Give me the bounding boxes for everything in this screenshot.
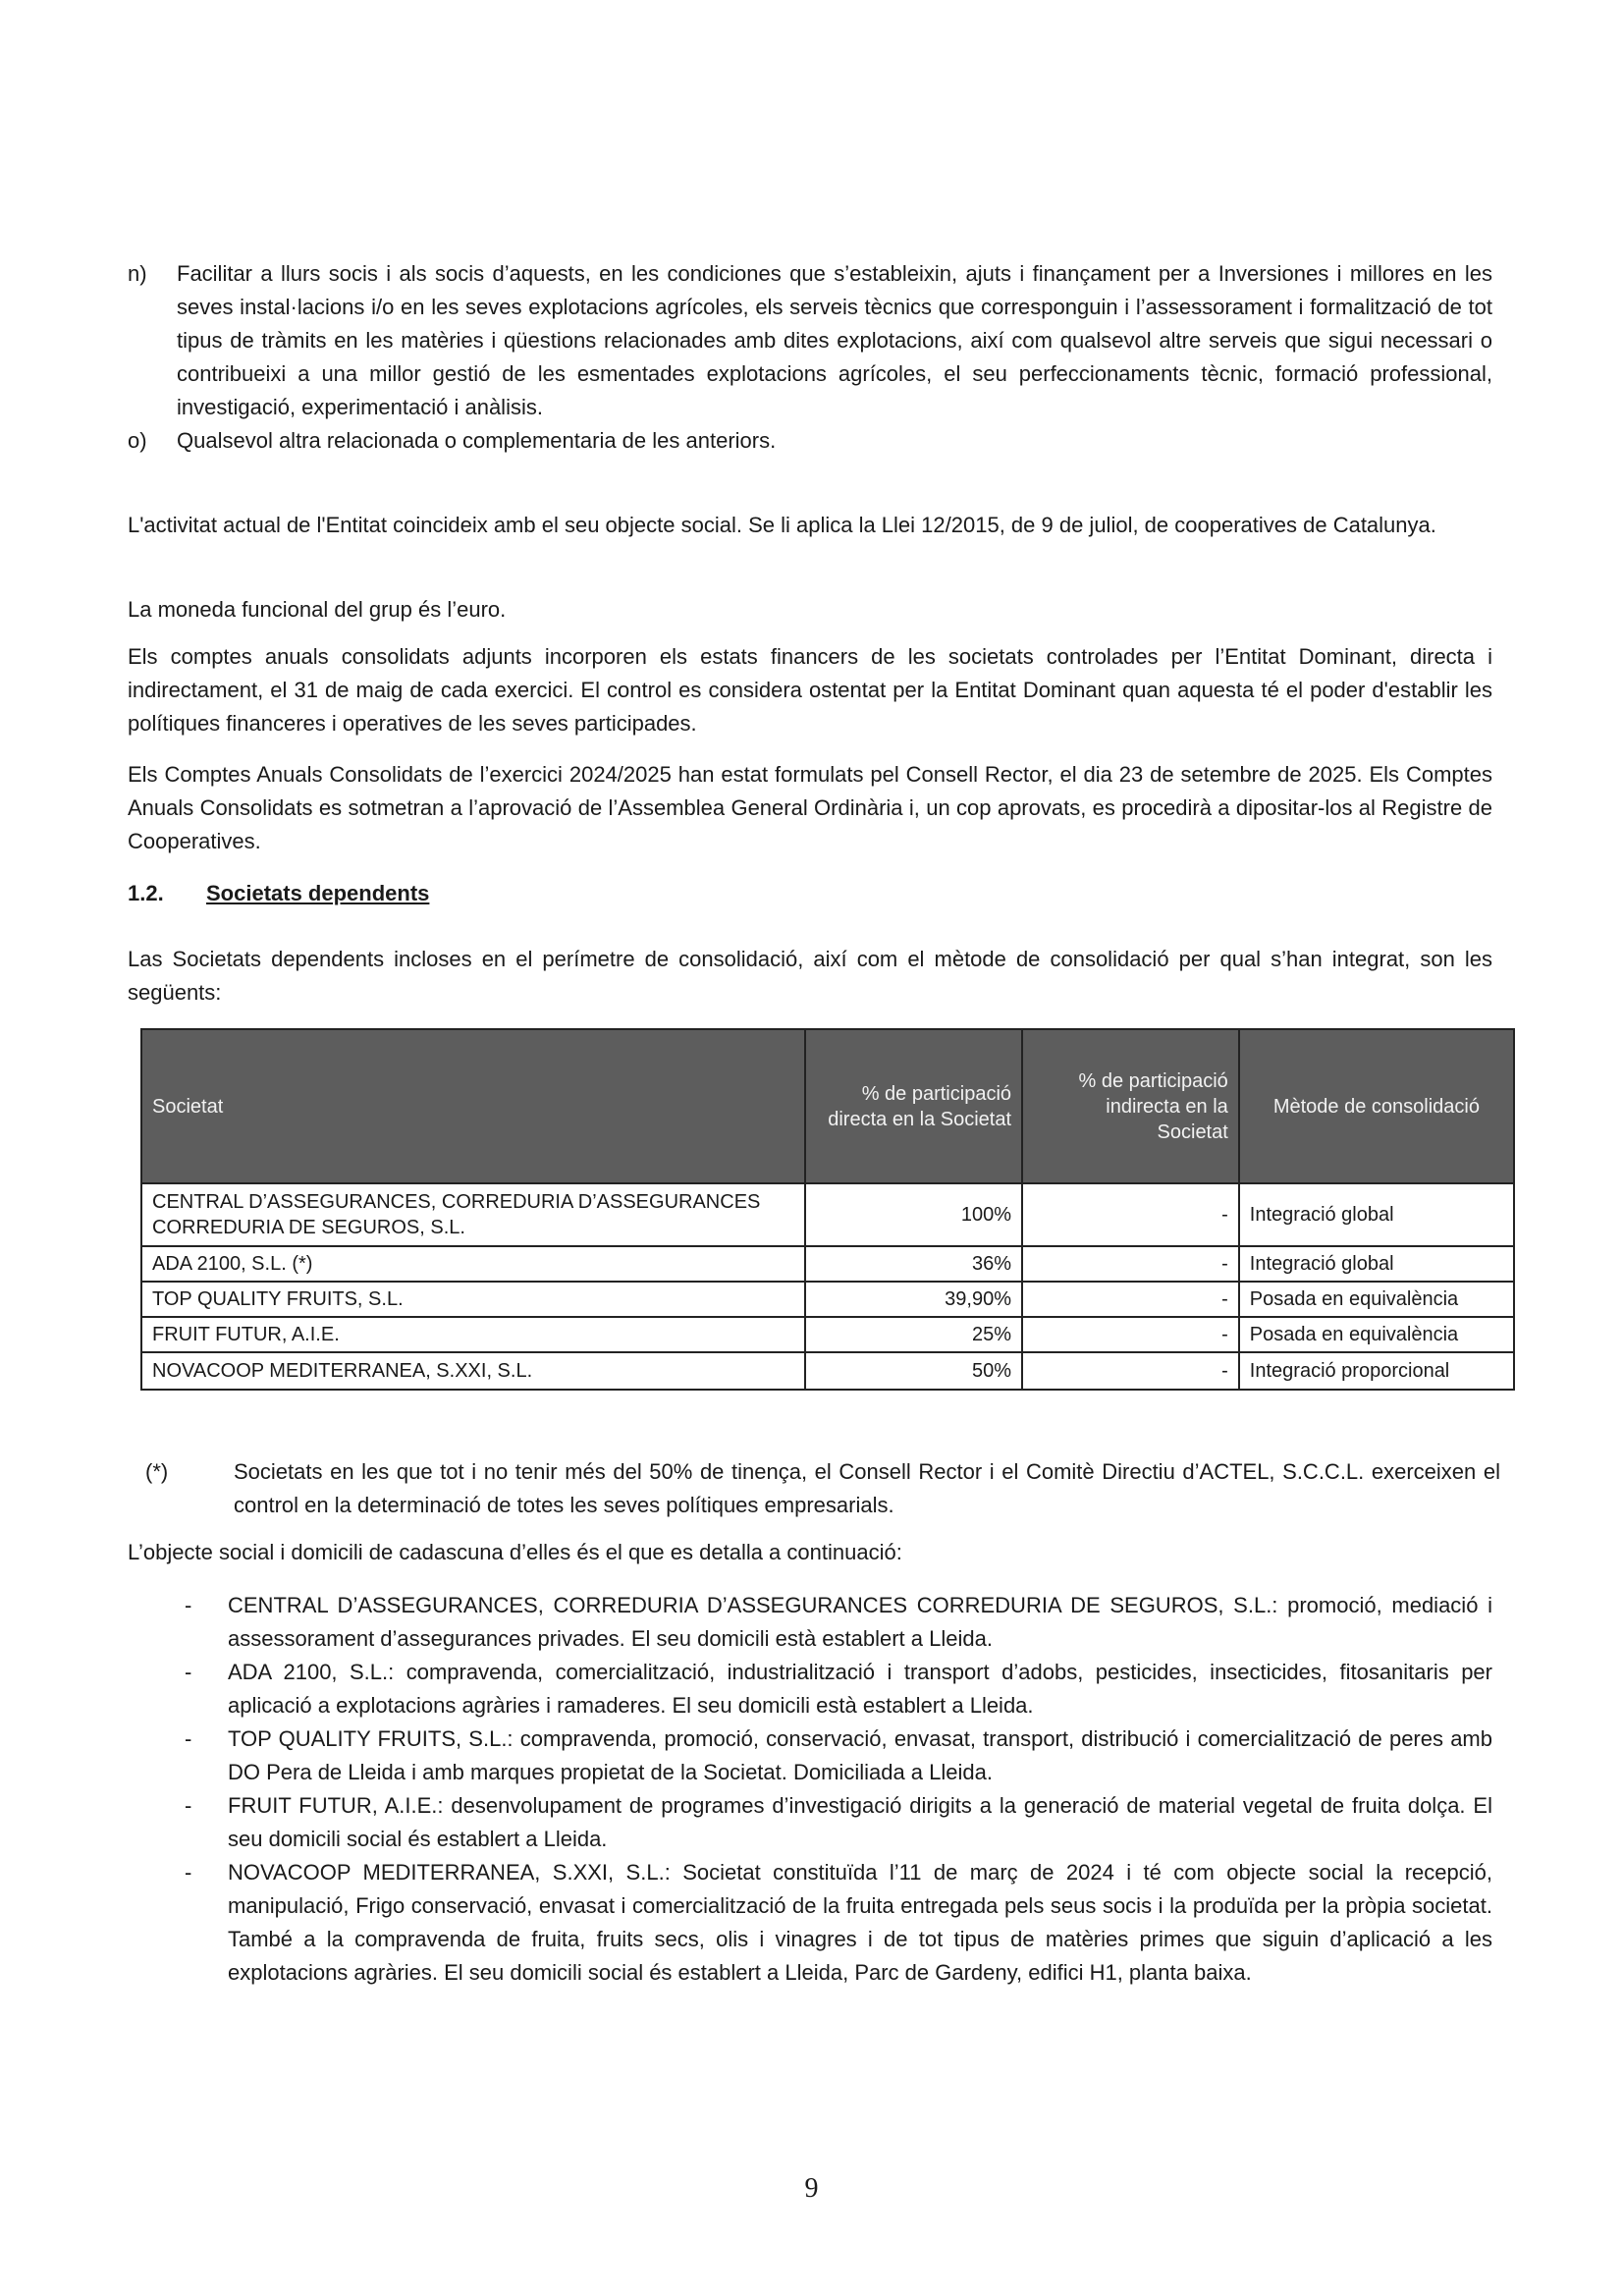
list-item <box>185 1722 1492 1789</box>
cell-name: CENTRAL D’ASSEGURANCES, CORREDURIA D’ASSEGURANCES CORREDURIA DE SEGUROS, S.L. <box>141 1183 805 1246</box>
paragraph-consolidation: Els comptes anuals consolidats adjunts incorporen els estats financers de les societats controlades per l’Entitat Dominant, directa i indirectament, el 31 de maig de cada exercici. El control es considera ostentat per la Entitat Dominant quan aquesta té el poder d'establir les polítiques financeres i operatives de les seves participades. <box>128 644 1492 736</box>
dash-marker: - <box>185 1593 192 1617</box>
header-indirect: % de participació indirecta en la Societat <box>1022 1029 1239 1183</box>
cell-indirect: - <box>1022 1317 1239 1352</box>
list-item-text: Facilitar a llurs socis i als socis d’aquests, en les condiciones que s’estableixin, ajuts i finançament per a Inversiones i millores en les seves instal·lacions i/o en les seves explotacions agrícoles, els serveis tècnics que corresponguin i l’assessorament i formalització de tot tipus de tràmits en les matèries i qüestions relacionades amb dites explotacions, així com qualsevol altre serveis que sigui necessari o contribueixi a una millor gestió de les esmentades explotacions agrícoles, el seu perfeccionaments tècnic, formació professional, investigació, experimentació i anàlisis. <box>177 261 1492 419</box>
list-item-text: Qualsevol altra relacionada o complementaria de les anteriors. <box>177 428 777 453</box>
table-row <box>141 1282 1514 1317</box>
cell-name: ADA 2100, S.L. (*) <box>141 1246 805 1282</box>
cell-indirect: - <box>1022 1352 1239 1390</box>
dash-marker: - <box>185 1793 192 1818</box>
dash-marker: - <box>185 1726 192 1751</box>
paragraph-formulation: Els Comptes Anuals Consolidats de l’exercici 2024/2025 han estat formulats pel Consell Rector, el dia 23 de setembre de 2025. Els Comptes Anuals Consolidats es sotmetran a l’aprovació de l’Assemblea General Ordinària i, un cop aprovats, es procedirà a dipositar-los al Registre de Cooperatives. <box>128 762 1492 853</box>
cell-indirect: - <box>1022 1246 1239 1282</box>
table-row <box>141 1352 1514 1390</box>
domicile-list <box>185 1589 1492 1990</box>
cell-direct: 39,90% <box>805 1282 1022 1317</box>
table-row <box>141 1317 1514 1352</box>
cell-method: Integració proporcional <box>1239 1352 1514 1390</box>
list-item-text: ADA 2100, S.L.: compravenda, comercialització, industrialització i transport d’adobs, pesticides, insecticides, fitosanitaris per aplicació a explotacions agràries i ramaderes. El seu domicili està establert a Lleida. <box>228 1660 1492 1718</box>
list-item <box>185 1589 1492 1656</box>
cell-direct: 36% <box>805 1246 1022 1282</box>
list-item-text: FRUIT FUTUR, A.I.E.: desenvolupament de programes d’investigació dirigits a la generació de material vegetal de fruita dolça. El seu domicili social és establert a Lleida. <box>228 1793 1492 1851</box>
cell-direct: 25% <box>805 1317 1022 1352</box>
list-item-text: NOVACOOP MEDITERRANEA, S.XXI, S.L.: Societat constituïda l’11 de març de 2024 i té com objecte social la recepció, manipulació, Frigo conservació, envasat i comercialització de la fruita entregada pels seus socis i la produïda per la pròpia societat. També a la compravenda de fruita, fruits secs, olis i vinagres i de tot tipus de matèries primes que siguin d’aplicació a les explotacions agràries. El seu domicili social és establert a Lleida, Parc de Gardeny, edifici H1, planta baixa. <box>228 1860 1492 1985</box>
objects-list <box>128 257 1492 458</box>
cell-method: Posada en equivalència <box>1239 1317 1514 1352</box>
page-number: 9 <box>804 2173 819 2204</box>
list-item <box>185 1856 1492 1990</box>
header-direct: % de participació directa en la Societat <box>805 1029 1022 1183</box>
table-row <box>141 1246 1514 1282</box>
cell-direct: 100% <box>805 1183 1022 1246</box>
dash-marker: - <box>185 1860 192 1885</box>
list-marker: o) <box>128 428 147 453</box>
cell-indirect: - <box>1022 1183 1239 1246</box>
list-item-text: TOP QUALITY FRUITS, S.L.: compravenda, promoció, conservació, envasat, transport, distribució i comercialització de peres amb DO Pera de Lleida i amb marques propietat de la Societat. Domiciliada a Lleida. <box>228 1726 1492 1784</box>
section-number: 1.2. <box>128 881 164 905</box>
cell-method: Integració global <box>1239 1246 1514 1282</box>
paragraph-intro: Las Societats dependents incloses en el perímetre de consolidació, així com el mètode de consolidació per qual s’han integrat, son les següents: <box>128 947 1492 1005</box>
table-header-row <box>141 1029 1514 1183</box>
list-item-o <box>128 424 1492 458</box>
section-heading <box>128 877 429 910</box>
list-item <box>185 1656 1492 1722</box>
dash-marker: - <box>185 1660 192 1684</box>
header-societat: Societat <box>141 1029 805 1183</box>
table-row <box>141 1183 1514 1246</box>
paragraph-currency: La moneda funcional del grup és l’euro. <box>128 597 507 622</box>
cell-name: NOVACOOP MEDITERRANEA, S.XXI, S.L. <box>141 1352 805 1390</box>
paragraph-activity: L'activitat actual de l'Entitat coincideix amb el seu objecte social. Se li aplica la Llei 12/2015, de 9 de juliol, de cooperatives de Catalunya. <box>128 513 1436 537</box>
paragraph-domicile-intro: L’objecte social i domicili de cadascuna d’elles és el que es detalla a continuació: <box>128 1540 902 1564</box>
list-item <box>185 1789 1492 1856</box>
cell-name: FRUIT FUTUR, A.I.E. <box>141 1317 805 1352</box>
footnote <box>145 1455 1500 1522</box>
list-item-n <box>128 257 1492 424</box>
footnote-text: Societats en les que tot i no tenir més del 50% de tinença, el Consell Rector i el Comitè Directiu d’ACTEL, S.C.C.L. exerceixen el control en la determinació de totes les seves polítiques empresarials. <box>234 1459 1500 1517</box>
list-item-text: CENTRAL D’ASSEGURANCES, CORREDURIA D’ASSEGURANCES CORREDURIA DE SEGUROS, S.L.: promoció, mediació i assessorament d’assegurances privades. El seu domicili està establert a Lleida. <box>228 1593 1492 1651</box>
header-method: Mètode de consolidació <box>1239 1029 1514 1183</box>
cell-method: Integració global <box>1239 1183 1514 1246</box>
cell-direct: 50% <box>805 1352 1022 1390</box>
list-marker: n) <box>128 261 147 286</box>
cell-method: Posada en equivalència <box>1239 1282 1514 1317</box>
footnote-marker: (*) <box>145 1459 169 1484</box>
cell-indirect: - <box>1022 1282 1239 1317</box>
subsidiaries-table <box>140 1028 1515 1391</box>
cell-name: TOP QUALITY FRUITS, S.L. <box>141 1282 805 1317</box>
section-title: Societats dependents <box>206 881 430 905</box>
